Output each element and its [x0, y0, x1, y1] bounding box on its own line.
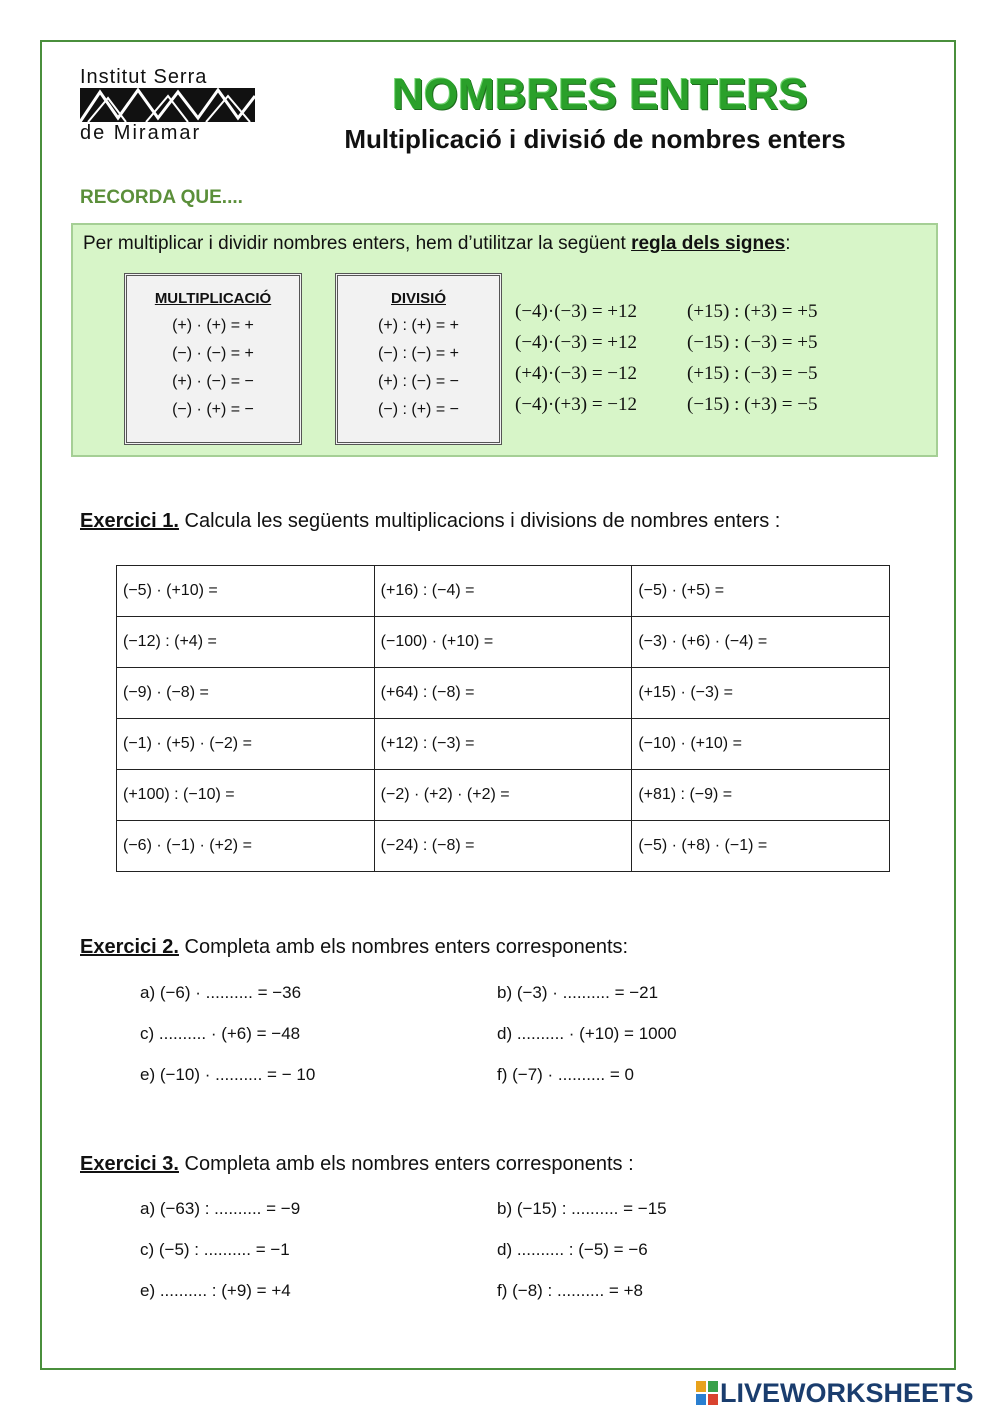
division-examples — [687, 301, 817, 425]
division-example: (−15) : (−3) = +5 — [687, 332, 818, 353]
liveworksheets-logo-icon — [696, 1381, 718, 1405]
multiplication-example: (−4)·(+3) = −12 — [515, 394, 637, 415]
multiplication-rules-box — [124, 273, 302, 445]
exercise2-text: Completa amb els nombres enters corresponents: — [178, 936, 629, 958]
liveworksheets-text: LIVEWORKSHEETS — [720, 1378, 974, 1408]
page-title: NOMBRES ENTERS — [392, 70, 808, 119]
rule-intro — [83, 233, 791, 255]
exercise1-cell[interactable]: (−12) : (+4) = — [117, 617, 375, 668]
rule-intro-bold: regla dels signes — [631, 233, 786, 254]
multiplication-example: (−4)·(−3) = +12 — [515, 332, 637, 353]
table-row — [117, 566, 890, 617]
exercise3-label: Exercici 3. — [80, 1153, 179, 1175]
exercise2-item[interactable]: c) .......... · (+6) = −48 — [140, 1024, 301, 1043]
division-example: (+15) : (+3) = +5 — [687, 301, 818, 322]
exercise3-item[interactable]: a) (−63) : .......... = −9 — [140, 1199, 301, 1218]
exercise1-cell[interactable]: (−5) · (+5) = — [632, 566, 890, 617]
multiplication-rules-title: MULTIPLICACIÓ — [154, 290, 272, 307]
exercise1-cell[interactable]: (−5) · (+8) · (−1) = — [632, 821, 890, 872]
table-row — [117, 719, 890, 770]
table-row — [117, 770, 890, 821]
exercise1-cell[interactable]: (+12) : (−3) = — [374, 719, 632, 770]
rule-intro-text: Per multiplicar i dividir nombres enters, hem d’utilitzar la següent — [83, 233, 632, 254]
exercise1-cell[interactable]: (−2) · (+2) · (+2) = — [374, 770, 632, 821]
multiplication-example: (+4)·(−3) = −12 — [515, 363, 637, 384]
division-rule: (−) : (−) = + — [378, 345, 459, 362]
division-rule: (+) : (+) = + — [378, 317, 459, 334]
exercise1-heading — [80, 510, 780, 533]
exercise1-cell[interactable]: (−3) · (+6) · (−4) = — [632, 617, 890, 668]
exercise1-cell[interactable]: (+15) · (−3) = — [632, 668, 890, 719]
logo-line1: Institut Serra — [80, 66, 208, 88]
exercise1-cell[interactable]: (+64) : (−8) = — [374, 668, 632, 719]
sign-rule-box — [71, 223, 938, 457]
exercise1-text: Calcula les següents multiplicacions i divisions de nombres enters : — [178, 510, 781, 532]
exercise3-text: Completa amb els nombres enters corresponents : — [178, 1153, 634, 1175]
exercise3-item[interactable]: c) (−5) : .......... = −1 — [140, 1240, 290, 1259]
table-row — [117, 617, 890, 668]
exercise1-cell[interactable]: (−9) · (−8) = — [117, 668, 375, 719]
exercise2-item[interactable]: b) (−3) · .......... = −21 — [497, 983, 659, 1002]
multiplication-rule: (−) · (−) = + — [172, 345, 254, 362]
exercise3-heading — [80, 1153, 634, 1176]
division-example: (−15) : (+3) = −5 — [687, 394, 818, 415]
exercise2-label: Exercici 2. — [80, 936, 179, 958]
exercise1-cell[interactable]: (−100) · (+10) = — [374, 617, 632, 668]
exercise1-label: Exercici 1. — [80, 510, 179, 532]
division-example: (+15) : (−3) = −5 — [687, 363, 818, 384]
rule-intro-colon: : — [785, 233, 791, 254]
school-logo — [80, 66, 255, 146]
multiplication-example: (−4)·(−3) = +12 — [515, 301, 637, 322]
division-rule: (−) : (+) = − — [378, 401, 459, 418]
exercise2-item[interactable]: f) (−7) · .......... = 0 — [497, 1065, 634, 1084]
exercise1-cell[interactable]: (+16) : (−4) = — [374, 566, 632, 617]
multiplication-rule: (+) · (+) = + — [172, 317, 254, 334]
multiplication-examples — [515, 301, 637, 425]
exercise2-item[interactable]: d) .......... · (+10) = 1000 — [497, 1024, 677, 1043]
division-rules-box — [335, 273, 502, 445]
exercise3-item[interactable]: b) (−15) : .......... = −15 — [497, 1199, 667, 1218]
table-row — [117, 668, 890, 719]
exercise1-cell[interactable]: (−6) · (−1) · (+2) = — [117, 821, 375, 872]
page-subtitle: Multiplicació i divisió de nombres enters — [344, 124, 846, 154]
exercise1-cell[interactable]: (+100) : (−10) = — [117, 770, 375, 821]
exercise1-cell[interactable]: (−5) · (+10) = — [117, 566, 375, 617]
exercise1-cell[interactable]: (+81) : (−9) = — [632, 770, 890, 821]
exercise2-item[interactable]: e) (−10) · .......... = − 10 — [140, 1065, 316, 1084]
multiplication-rule: (−) · (+) = − — [172, 401, 254, 418]
table-row — [117, 821, 890, 872]
exercise3-item[interactable]: d) .......... : (−5) = −6 — [497, 1240, 648, 1259]
exercise1-cell[interactable]: (−1) · (+5) · (−2) = — [117, 719, 375, 770]
division-rules-title: DIVISIÓ — [390, 290, 446, 307]
division-rule: (+) : (−) = − — [378, 373, 459, 390]
exercise2-item[interactable]: a) (−6) · .......... = −36 — [140, 983, 302, 1002]
logo-line2: de Miramar — [80, 122, 202, 144]
multiplication-rule: (+) · (−) = − — [172, 373, 254, 390]
exercise1-table — [116, 565, 890, 872]
exercise1-cell[interactable]: (−10) · (+10) = — [632, 719, 890, 770]
recorda-heading: RECORDA QUE.... — [80, 187, 243, 208]
exercise3-item[interactable]: e) .......... : (+9) = +4 — [140, 1281, 291, 1300]
mountain-logo-icon — [80, 88, 255, 122]
exercise1-cell[interactable]: (−24) : (−8) = — [374, 821, 632, 872]
exercise2-heading — [80, 936, 628, 959]
exercise3-item[interactable]: f) (−8) : .......... = +8 — [497, 1281, 643, 1300]
